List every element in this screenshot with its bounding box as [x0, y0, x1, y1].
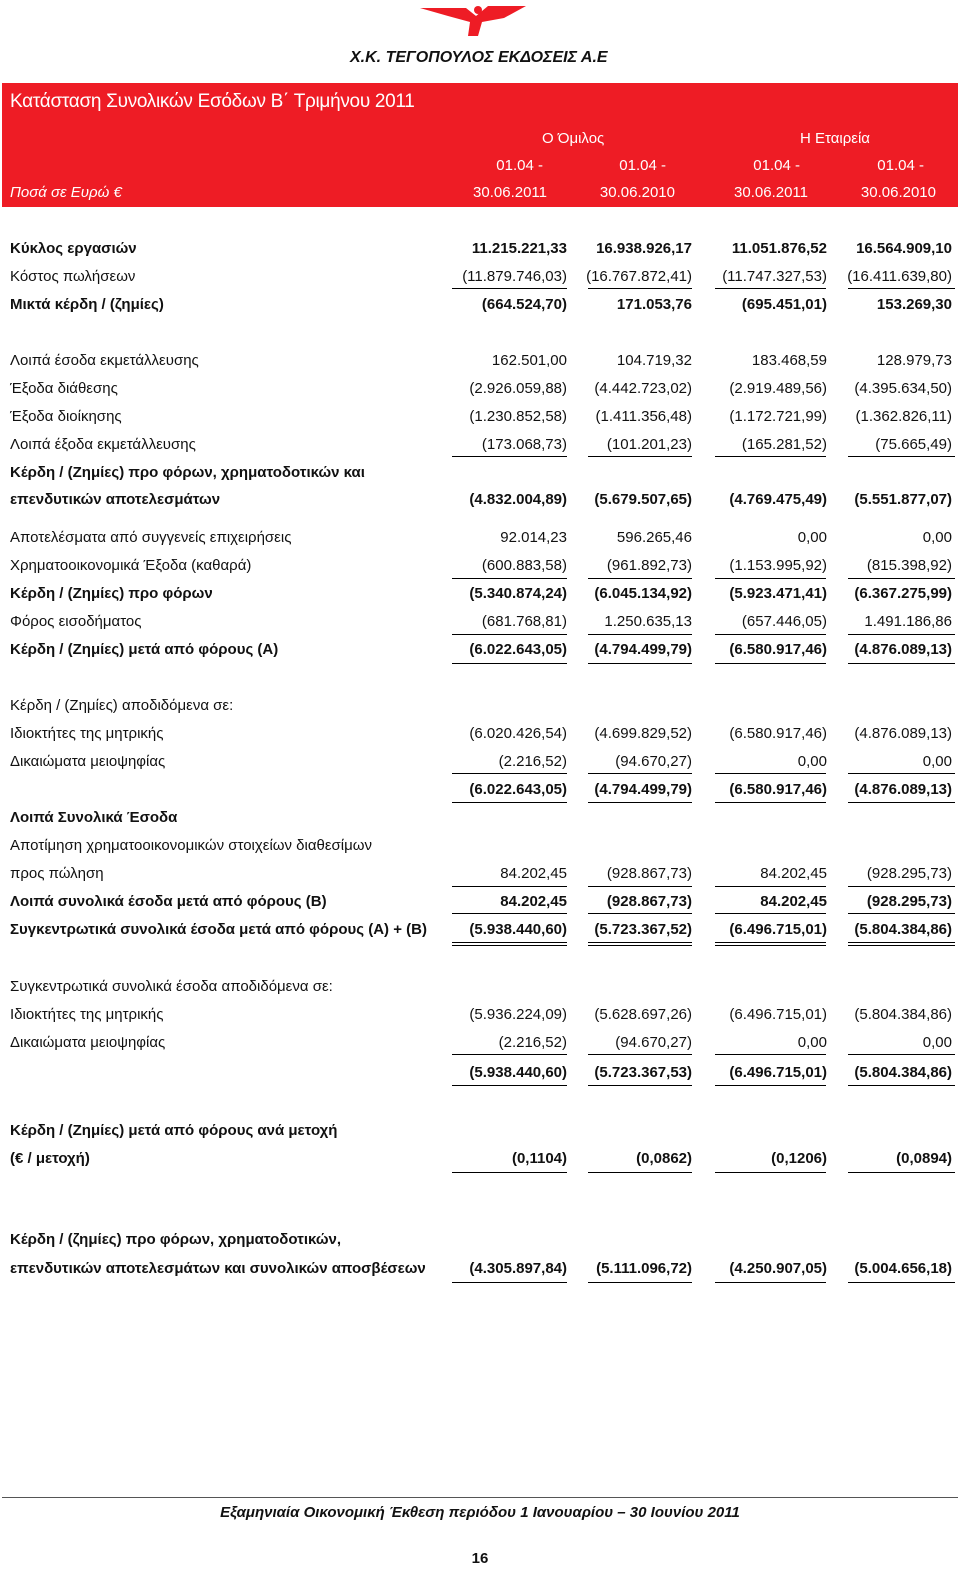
row-label: επενδυτικών αποτελεσμάτων και συνολικών αποσβέσεων [10, 1260, 426, 1277]
row-label: Λοιπά έξοδα εκμετάλλευσης [10, 436, 196, 453]
row-value-3: (11.747.327,53) [722, 268, 827, 285]
row-value-4: (0,0894) [896, 1150, 952, 1167]
row-value-2: (4.699.829,52) [594, 725, 692, 742]
statement-row [0, 721, 960, 749]
subtotal-underline [715, 1282, 826, 1283]
statement-row [0, 487, 960, 515]
subtotal-underline [715, 288, 826, 289]
row-label: Κύκλος εργασιών [10, 240, 137, 257]
row-value-4: 0,00 [922, 753, 952, 770]
row-value-2: (928.867,73) [606, 865, 692, 882]
subtotal-underline [452, 1054, 567, 1055]
row-value-3: (6.580.917,46) [729, 725, 827, 742]
subtotal-underline [588, 802, 692, 803]
row-value-2: (5.628.697,26) [594, 1006, 692, 1023]
row-value-3: (1.172.721,99) [729, 408, 827, 425]
row-value-4: 0,00 [922, 529, 952, 546]
subtotal-underline [715, 773, 826, 774]
row-label: Κέρδη / (ζημίες) προ φόρων, χρηματοδοτικών, [10, 1231, 342, 1248]
statement-row [0, 609, 960, 637]
statement-row [0, 1146, 960, 1174]
row-label: Λοιπά συνολικά έσοδα μετά από φόρους (Β) [10, 893, 327, 910]
statement-row [0, 805, 960, 833]
period-end-company-2011: 30.06.2011 [734, 184, 808, 201]
row-label: Αποτίμηση χρηματοοικονομικών στοιχείων διαθεσίμων [10, 837, 372, 854]
statement-row [0, 460, 960, 488]
subtotal-underline [715, 802, 826, 803]
period-start-group-2011: 01.04 - [496, 157, 543, 174]
period-start-company-2010: 01.04 - [877, 157, 924, 174]
row-value-1: (1.230.852,58) [469, 408, 567, 425]
subtotal-underline [588, 456, 692, 457]
row-value-1: (4.832.004,89) [469, 491, 567, 508]
subtotal-underline [848, 663, 955, 664]
row-value-1: (6.022.643,05) [469, 641, 567, 658]
row-value-3: (1.153.995,92) [729, 557, 827, 574]
subtotal-underline [452, 802, 567, 803]
period-end-company-2010: 30.06.2010 [860, 184, 936, 201]
subtotal-underline [452, 663, 567, 664]
statement-row [0, 553, 960, 581]
row-label: Δικαιώματα μειοψηφίας [10, 1034, 166, 1051]
row-label: (€ / μετοχή) [10, 1150, 90, 1167]
row-value-1: (2.216,52) [498, 1034, 567, 1051]
row-value-2: (961.892,73) [606, 557, 692, 574]
row-value-3: (657.446,05) [741, 613, 827, 630]
row-value-2: (4.794.499,79) [594, 641, 692, 658]
total-double-underline [848, 942, 955, 946]
row-label: Ιδιοκτήτες της μητρικής [10, 1006, 164, 1023]
statement-row [0, 236, 960, 264]
subtotal-underline [588, 288, 692, 289]
subtotal-underline [452, 288, 567, 289]
footer-divider [2, 1497, 958, 1498]
row-value-1: 84.202,45 [500, 893, 567, 910]
subtotal-underline [588, 886, 692, 887]
row-value-3: 84.202,45 [760, 893, 827, 910]
subtotal-underline [715, 1085, 826, 1086]
row-label: Κέρδη / (Ζημίες) αποδιδόμενα σε: [10, 697, 234, 714]
row-value-3: (4.250.907,05) [729, 1260, 827, 1277]
subtotal-underline [715, 913, 826, 914]
row-value-4: (75.665,49) [875, 436, 952, 453]
row-label: Έξοδα διάθεσης [10, 380, 118, 397]
row-label: Αποτελέσματα από συγγενείς επιχειρήσεις [10, 529, 292, 546]
statement-row [0, 917, 960, 945]
statement-row [0, 1002, 960, 1030]
subtotal-underline [452, 578, 567, 579]
company-header: Η Εταιρεία [800, 130, 870, 147]
row-value-4: (6.367.275,99) [854, 585, 952, 602]
subtotal-underline [715, 578, 826, 579]
row-value-1: (11.879.746,03) [462, 268, 567, 285]
row-value-4: (815.398,92) [866, 557, 952, 574]
row-value-2: (1.411.356,48) [595, 408, 692, 425]
row-value-1: (6.020.426,54) [469, 725, 567, 742]
row-value-4: (5.804.384,86) [854, 1064, 952, 1081]
row-label: Κόστος πωλήσεων [10, 268, 136, 285]
row-label: Κέρδη / (Ζημίες) προ φόρων, χρηματοδοτικών και [10, 464, 365, 481]
row-value-4: (928.295,73) [866, 865, 952, 882]
subtotal-underline [588, 663, 692, 664]
row-value-2: (16.767.872,41) [586, 268, 692, 285]
statement-title: Κατάσταση Συνολικών Εσόδων Β΄ Τριμήνου 2011 [10, 91, 415, 112]
statement-row [0, 777, 960, 805]
statement-row [0, 833, 960, 861]
row-value-1: (664.524,70) [481, 296, 567, 313]
row-label: Κέρδη / (Ζημίες) προ φόρων [10, 585, 213, 602]
row-value-3: (4.769.475,49) [729, 491, 827, 508]
subtotal-underline [452, 634, 567, 635]
subtotal-underline [848, 1282, 955, 1283]
row-value-3: (6.496.715,01) [729, 1006, 827, 1023]
row-value-1: (173.068,73) [481, 436, 567, 453]
statement-row [0, 292, 960, 320]
row-value-2: (928.867,73) [606, 893, 692, 910]
subtotal-underline [848, 456, 955, 457]
row-value-2: (6.045.134,92) [594, 585, 692, 602]
row-value-4: (5.551.877,07) [854, 491, 952, 508]
subtotal-underline [848, 773, 955, 774]
row-value-3: (165.281,52) [741, 436, 827, 453]
row-value-4: (16.411.639,80) [847, 268, 952, 285]
row-value-2: (94.670,27) [615, 1034, 692, 1051]
row-value-4: (4.876.089,13) [854, 641, 952, 658]
statement-row [0, 404, 960, 432]
row-value-4: (5.004.656,18) [854, 1260, 952, 1277]
subtotal-underline [715, 886, 826, 887]
row-value-1: (5.938.440,60) [469, 921, 567, 938]
subtotal-underline [848, 634, 955, 635]
subtotal-underline [848, 1054, 955, 1055]
row-value-3: 84.202,45 [760, 865, 827, 882]
row-value-1: 84.202,45 [500, 865, 567, 882]
subtotal-underline [588, 578, 692, 579]
row-label: προς πώληση [10, 865, 104, 882]
statement-row [0, 581, 960, 609]
company-name: Χ.Κ. ΤΕΓΟΠΟΥΛΟΣ ΕΚΔΟΣΕΙΣ Α.Ε [350, 49, 608, 66]
row-value-1: (6.022.643,05) [469, 781, 567, 798]
row-value-3: (6.496.715,01) [729, 1064, 827, 1081]
subtotal-underline [715, 1054, 826, 1055]
row-value-2: (5.723.367,52) [594, 921, 692, 938]
row-value-1: (5.936.224,09) [469, 1006, 567, 1023]
row-label: Λοιπά έσοδα εκμετάλλευσης [10, 352, 199, 369]
row-value-3: 11.051.876,52 [731, 240, 827, 257]
footer-text: Εξαμηνιαία Οικονομική Έκθεση περιόδου 1 Ιανουαρίου – 30 Ιουνίου 2011 [220, 1504, 740, 1521]
subtotal-underline [588, 1172, 692, 1173]
row-label: Δικαιώματα μειοψηφίας [10, 753, 166, 770]
subtotal-underline [848, 578, 955, 579]
group-header: Ο Όμιλος [542, 130, 605, 147]
subtotal-underline [588, 1054, 692, 1055]
subtotal-underline [452, 886, 567, 887]
row-value-3: 183.468,59 [751, 352, 827, 369]
subtotal-underline [452, 456, 567, 457]
row-value-2: (5.679.507,65) [594, 491, 692, 508]
row-value-1: (5.938.440,60) [469, 1064, 567, 1081]
statement-header-banner [2, 83, 958, 207]
row-value-1: (0,1104) [511, 1150, 567, 1167]
subtotal-underline [452, 1282, 567, 1283]
row-value-1: (2.216,52) [498, 753, 567, 770]
statement-row [0, 348, 960, 376]
row-label: Κέρδη / (Ζημίες) μετά από φόρους ανά μετοχή [10, 1122, 338, 1139]
row-value-4: (5.804.384,86) [854, 1006, 952, 1023]
statement-row [0, 525, 960, 553]
row-value-1: (5.340.874,24) [469, 585, 567, 602]
period-start-company-2011: 01.04 - [753, 157, 800, 174]
row-value-4: 128.979,73 [876, 352, 952, 369]
period-end-group-2010: 30.06.2010 [599, 184, 675, 201]
row-value-2: 1.250.635,13 [604, 613, 692, 630]
row-value-2: 596.265,46 [616, 529, 692, 546]
row-value-2: 104.719,32 [616, 352, 692, 369]
subtotal-underline [588, 634, 692, 635]
row-value-2: (4.794.499,79) [594, 781, 692, 798]
period-end-group-2011: 30.06.2011 [473, 184, 547, 201]
row-value-2: 16.938.926,17 [596, 240, 692, 257]
row-value-4: (4.395.634,50) [854, 380, 952, 397]
row-value-4: 1.491.186,86 [864, 613, 952, 630]
row-value-2: (5.111.096,72) [596, 1260, 692, 1277]
row-value-4: (5.804.384,86) [854, 921, 952, 938]
currency-label: Ποσά σε Ευρώ € [10, 184, 122, 201]
statement-row [0, 974, 960, 1002]
subtotal-underline [715, 1172, 826, 1173]
subtotal-underline [848, 1085, 955, 1086]
row-value-3: (6.580.917,46) [729, 781, 827, 798]
row-value-3: 0,00 [797, 529, 827, 546]
subtotal-underline [452, 1085, 567, 1086]
statement-row [0, 861, 960, 889]
row-value-3: (0,1206) [771, 1150, 827, 1167]
company-logo [418, 2, 528, 38]
subtotal-underline [848, 1172, 955, 1173]
statement-row [0, 1060, 960, 1088]
row-value-3: (2.919.489,56) [729, 380, 827, 397]
row-value-1: (4.305.897,84) [469, 1260, 567, 1277]
row-value-1: (600.883,58) [481, 557, 567, 574]
row-value-4: (4.876.089,13) [854, 781, 952, 798]
row-value-2: (101.201,23) [606, 436, 692, 453]
row-value-3: 0,00 [797, 753, 827, 770]
subtotal-underline [848, 913, 955, 914]
statement-row [0, 693, 960, 721]
row-label: Έξοδα διοίκησης [10, 408, 122, 425]
subtotal-underline [588, 773, 692, 774]
row-value-1: 92.014,23 [500, 529, 567, 546]
subtotal-underline [588, 913, 692, 914]
statement-row [0, 376, 960, 404]
row-label: Χρηματοοικονομικά Έξοδα (καθαρά) [10, 557, 252, 574]
row-label: Κέρδη / (Ζημίες) μετά από φόρους (Α) [10, 641, 279, 658]
row-value-4: 153.269,30 [876, 296, 952, 313]
row-label: Συγκεντρωτικά συνολικά έσοδα αποδιδόμενα σε: [10, 978, 333, 995]
subtotal-underline [848, 886, 955, 887]
row-value-2: 171.053,76 [616, 296, 692, 313]
statement-row [0, 1256, 960, 1284]
row-value-3: (5.923.471,41) [729, 585, 827, 602]
row-value-1: (681.768,81) [481, 613, 567, 630]
subtotal-underline [452, 773, 567, 774]
period-start-group-2010: 01.04 - [619, 157, 666, 174]
row-value-4: 0,00 [922, 1034, 952, 1051]
row-value-3: (695.451,01) [741, 296, 827, 313]
row-value-4: 16.564.909,10 [856, 240, 952, 257]
page-number: 16 [471, 1550, 489, 1567]
statement-row [0, 1118, 960, 1146]
row-value-2: (0,0862) [636, 1150, 692, 1167]
statement-row [0, 1227, 960, 1255]
row-label: Ιδιοκτήτες της μητρικής [10, 725, 164, 742]
subtotal-underline [588, 1085, 692, 1086]
total-double-underline [452, 942, 567, 946]
row-value-1: (2.926.059,88) [469, 380, 567, 397]
row-value-1: 11.215.221,33 [471, 240, 567, 257]
row-value-3: (6.580.917,46) [729, 641, 827, 658]
subtotal-underline [715, 634, 826, 635]
row-value-2: (4.442.723,02) [594, 380, 692, 397]
row-value-3: 0,00 [797, 1034, 827, 1051]
subtotal-underline [848, 288, 955, 289]
total-double-underline [715, 942, 826, 946]
subtotal-underline [715, 663, 826, 664]
row-label: Συγκεντρωτικά συνολικά έσοδα μετά από φόρους (Α) + (Β) [10, 921, 427, 938]
statement-row [0, 637, 960, 665]
row-value-3: (6.496.715,01) [729, 921, 827, 938]
subtotal-underline [848, 802, 955, 803]
subtotal-underline [715, 456, 826, 457]
row-value-2: (94.670,27) [615, 753, 692, 770]
total-double-underline [588, 942, 692, 946]
row-value-4: (928.295,73) [866, 893, 952, 910]
row-label: Φόρος εισοδήματος [10, 613, 142, 630]
row-value-4: (1.362.826,11) [855, 408, 952, 425]
row-value-4: (4.876.089,13) [854, 725, 952, 742]
row-label: Μικτά κέρδη / (ζημίες) [10, 296, 164, 313]
subtotal-underline [588, 1282, 692, 1283]
row-value-1: 162.501,00 [491, 352, 567, 369]
row-label: Λοιπά Συνολικά Έσοδα [10, 809, 178, 826]
subtotal-underline [452, 913, 567, 914]
row-value-2: (5.723.367,53) [594, 1064, 692, 1081]
row-label: επενδυτικών αποτελεσμάτων [10, 491, 221, 508]
subtotal-underline [452, 1172, 567, 1173]
